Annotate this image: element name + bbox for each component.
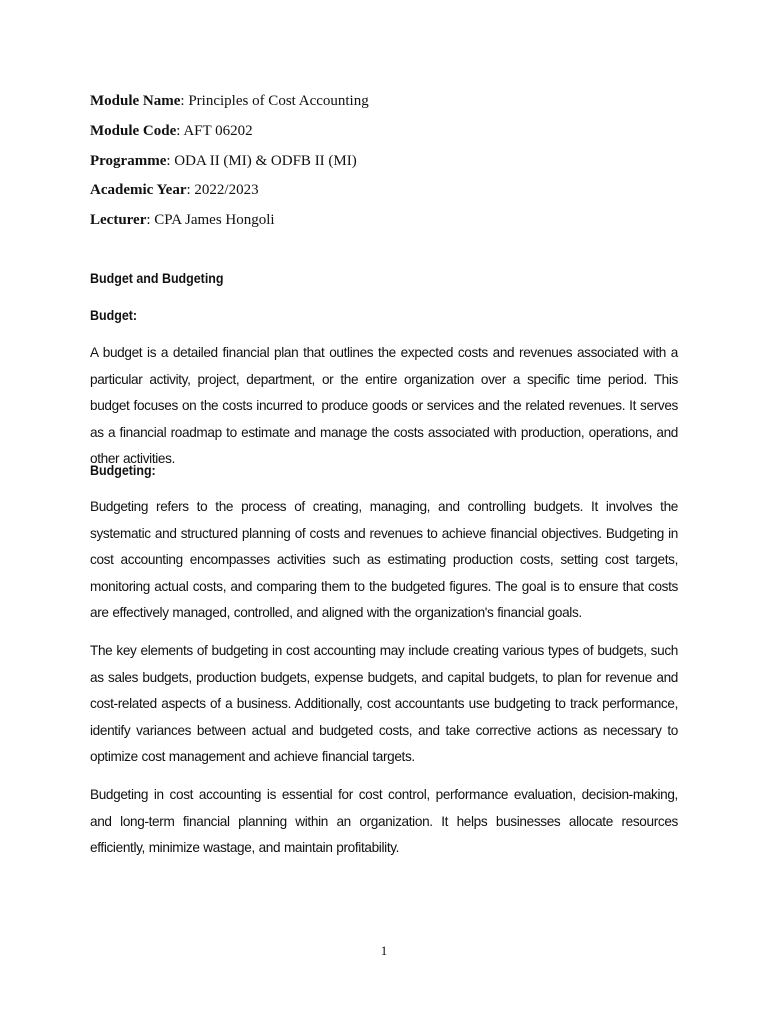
section-title: Budget and Budgeting	[90, 271, 224, 286]
lecturer-value: : CPA James Hongoli	[146, 212, 275, 228]
lecturer-label: Lecturer	[90, 212, 147, 228]
module-name-label: Module Name	[90, 93, 181, 109]
academic-year-line	[90, 180, 259, 200]
budgeting-heading: Budgeting:	[90, 463, 156, 478]
budgeting-paragraph-2: The key elements of budgeting in cost accounting may include creating various types of budgets, such as sales budgets, production budgets, expense budgets, and capital budgets, to plan for revenue and cost-related aspects of a business. Additionally, cost accountants use budgeting to track performance, identify variances between actual and budgeted costs, and take corrective actions as necessary to optimize cost management and achieve financial targets.	[90, 643, 678, 765]
page-number: 1	[380, 943, 388, 958]
module-name-value: : Principles of Cost Accounting	[180, 93, 369, 109]
programme-label: Programme	[90, 153, 167, 169]
programme-value: : ODA II (MI) & ODFB II (MI)	[166, 153, 357, 169]
module-code-line	[90, 121, 253, 141]
academic-year-value: : 2022/2023	[186, 182, 259, 198]
module-code-label: Module Code	[90, 123, 177, 139]
budgeting-paragraph-3: Budgeting in cost accounting is essential for cost control, performance evaluation, decision-making, and long-term financial planning within an organization. It helps businesses allocate resources efficiently, minimize wastage, and maintain profitability.	[90, 787, 678, 856]
budgeting-paragraph-1: Budgeting refers to the process of creating, managing, and controlling budgets. It involves the systematic and structured planning of costs and revenues to achieve financial objectives. Budgeting in cost accounting encompasses activities such as estimating production costs, setting cost targets, monitoring actual costs, and comparing them to the budgeted figures. The goal is to ensure that costs are effectively managed, controlled, and aligned with the organization's financial goals.	[90, 499, 678, 621]
programme-line	[90, 151, 357, 171]
module-code-value: : AFT 06202	[176, 123, 253, 139]
budget-paragraph: A budget is a detailed financial plan that outlines the expected costs and revenues associated with a particular activity, project, department, or the entire organization over a specific time period. This budget focuses on the costs incurred to produce goods or services and the related revenues. It serves as a financial roadmap to estimate and manage the costs associated with production, operations, and other activities.	[90, 345, 678, 467]
lecturer-line	[90, 210, 275, 230]
budget-heading: Budget:	[90, 308, 138, 323]
module-name-line	[90, 91, 369, 111]
academic-year-label: Academic Year	[90, 182, 187, 198]
